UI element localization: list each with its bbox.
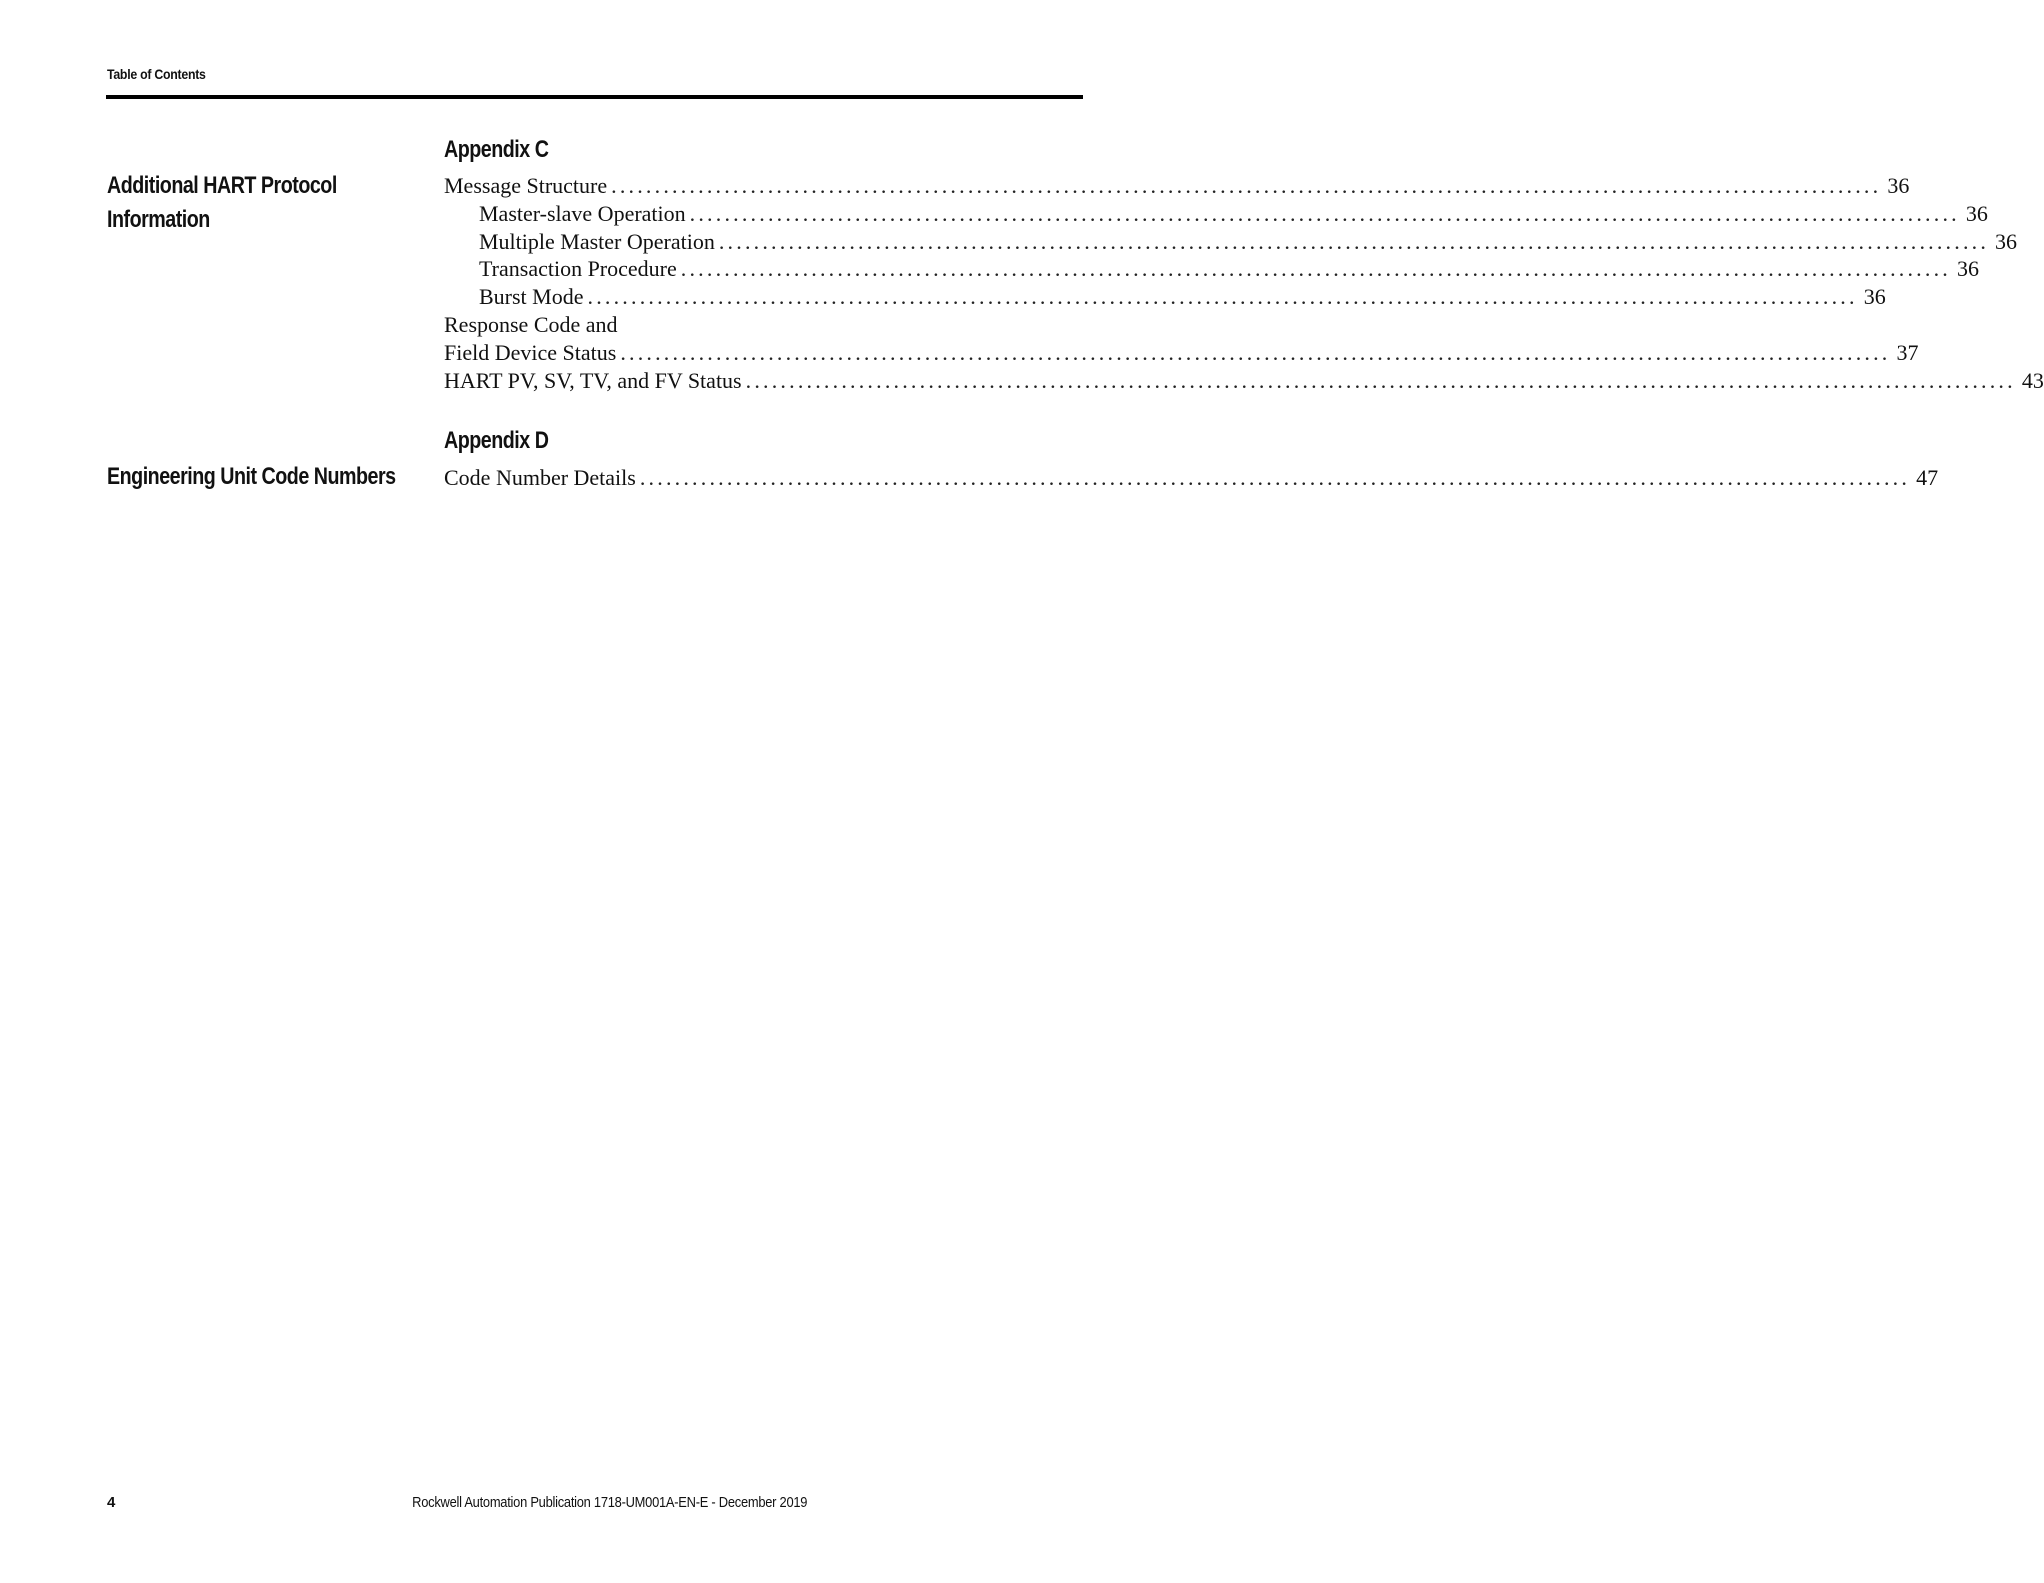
- toc-leader: ..................................................................................................................................................: [689, 200, 1960, 226]
- toc-entry-hart-status[interactable]: [444, 367, 2044, 395]
- toc-list-appendix-d: [444, 464, 1939, 492]
- section-title-hart: [107, 169, 337, 237]
- toc-entry-field-device-status[interactable]: [444, 339, 1919, 367]
- toc-leader: ..................................................................................................................................................: [639, 465, 1911, 490]
- toc-entry-transaction-procedure[interactable]: [444, 255, 1979, 283]
- footer-publication: [0, 1494, 1220, 1511]
- toc-entry-page: 37: [1896, 339, 1919, 365]
- header-rule: [106, 95, 1083, 99]
- toc-list-appendix-c: [444, 172, 2044, 394]
- toc-entry-text: Burst Mode: [479, 284, 584, 310]
- toc-entry-text: HART PV, SV, TV, and FV Status: [444, 367, 742, 393]
- toc-entry-page: 43: [2021, 367, 2044, 393]
- toc-entry-multiple-master[interactable]: [444, 228, 2018, 256]
- section-title-line: Information: [107, 206, 210, 233]
- toc-entry-response-code[interactable]: [444, 311, 1069, 339]
- toc-leader: ..................................................................................................................................................: [745, 367, 2016, 393]
- toc-entry-text: Master-slave Operation: [479, 200, 686, 226]
- toc-leader: ..................................................................................................................................................: [587, 284, 1858, 310]
- toc-leader: ..................................................................................................................................................: [680, 256, 1951, 282]
- toc-entry-text: Message Structure: [444, 173, 608, 198]
- toc-entry-text: Response Code and: [444, 311, 618, 337]
- toc-entry-text: Code Number Details: [444, 465, 636, 490]
- toc-entry-page: 47: [1916, 465, 1939, 490]
- toc-entry-text: Transaction Procedure: [479, 256, 677, 282]
- section-title-engineering: [107, 460, 396, 494]
- appendix-d-label: Appendix D: [444, 427, 549, 454]
- running-header: Table of Contents: [107, 66, 206, 82]
- section-title-line: Engineering Unit Code Numbers: [107, 463, 396, 490]
- toc-leader: ..................................................................................................................................................: [620, 339, 1891, 365]
- toc-entry-text: Field Device Status: [444, 339, 617, 365]
- toc-leader: ..................................................................................................................................................: [718, 228, 1990, 254]
- toc-entry-page: 36: [1863, 284, 1886, 310]
- toc-entry-page: 36: [1965, 200, 1988, 226]
- toc-leader: ..................................................................................................................................................: [611, 173, 1882, 198]
- toc-entry-burst-mode[interactable]: [444, 283, 1886, 311]
- toc-entry-page: 36: [1887, 173, 1910, 198]
- toc-entry-page: 36: [1995, 228, 2018, 254]
- footer-page-number: 4: [107, 1494, 116, 1511]
- toc-entry-code-number-details[interactable]: [444, 464, 1939, 492]
- toc-entry-message-structure[interactable]: [444, 172, 1910, 200]
- toc-entry-page: 36: [1956, 256, 1979, 282]
- toc-entry-master-slave[interactable]: [444, 200, 1988, 228]
- appendix-c-label: Appendix C: [444, 136, 549, 163]
- section-title-line: Additional HART Protocol: [107, 172, 337, 199]
- footer-publication-text: Rockwell Automation Publication 1718-UM001A-EN-E - December 2019: [412, 1494, 808, 1511]
- toc-entry-text: Multiple Master Operation: [479, 228, 715, 254]
